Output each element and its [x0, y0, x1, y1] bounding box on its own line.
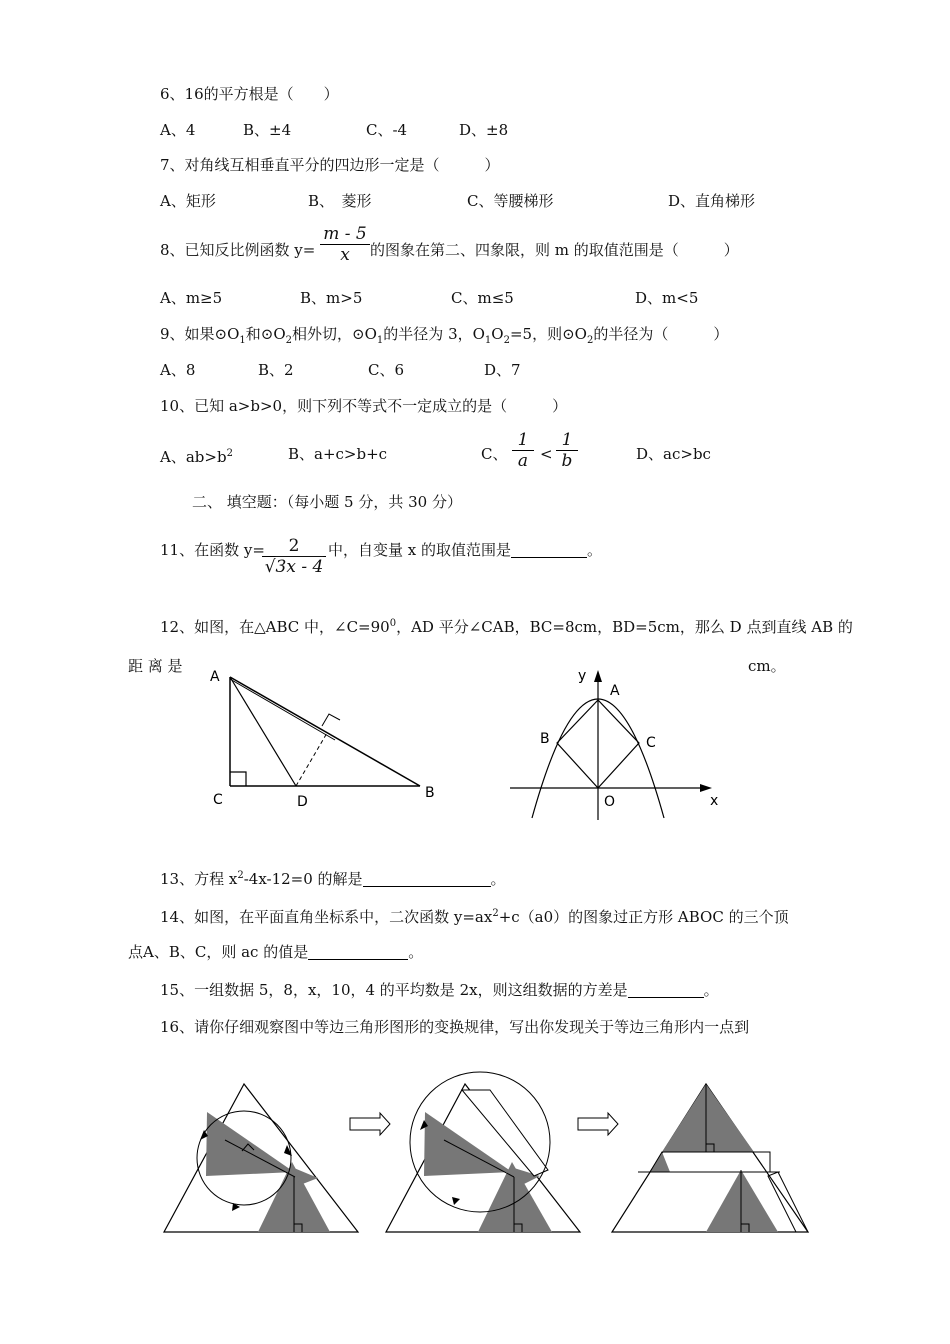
section2-title: 二、 填空题：（每小题 5 分，共 30 分） — [192, 493, 462, 511]
q6-option-b: B、±4 — [243, 121, 292, 139]
q10-fraction-1b: $\frac{1}{b}$ — [556, 430, 578, 471]
q8-prefix: 8、已知反比例函数 y= — [160, 241, 316, 259]
fig14-label-b: B — [540, 731, 550, 747]
fig14-label-x: x — [710, 793, 719, 809]
q10-stem: 10、已知 a>b>0，则下列不等式不一定成立的是（ ） — [160, 397, 568, 415]
q8-option-a: A、m≥5 — [160, 289, 223, 307]
q6-stem: 6、16的平方根是（ ） — [160, 85, 339, 103]
fig12-label-b: B — [425, 785, 435, 801]
fig12-label-a: A — [210, 669, 220, 685]
q13-text: 13、方程 $x^2-4x-12=0$ 的解是 。 — [160, 870, 506, 888]
q7-stem: 7、对角线互相垂直平分的四边形一定是（ ） — [160, 156, 500, 174]
fig14-label-c: C — [646, 735, 656, 751]
q11-sqrt-denominator: √3x - 4 — [262, 556, 326, 577]
q10-fraction-1a: $\frac{1}{a}$ — [512, 430, 534, 471]
fig14-label-o: O — [604, 794, 616, 810]
q10-option-d: D、ac>bc — [636, 445, 711, 463]
q7-option-a: A、矩形 — [160, 192, 216, 210]
q9-option-b: B、2 — [258, 361, 294, 379]
q12-line2: 距 离 是 — [128, 657, 183, 675]
q9-stem: 9、如果$⊙O_1$和$⊙O_2$相外切，$⊙O_1$的半径为 3，$O_1O_2=5$，则$⊙O_2$的半径为（ ） — [160, 325, 729, 346]
fig12-label-c: C — [213, 792, 223, 808]
q10-option-a: A、$ab>b^2$ — [160, 448, 233, 466]
q12-unit: cm。 — [748, 657, 786, 675]
q12-line1: 12、如图，在△ABC 中，$\angle C=90^0$，AD 平分∠CAB，BC=8cm，BD=5cm，那么 D 点到直线 AB 的 — [160, 618, 853, 636]
q11-fraction: $\frac{2}{√3x - 4}$ — [262, 536, 326, 577]
q9-option-c: C、6 — [368, 361, 405, 379]
fig12-label-d: D — [297, 794, 308, 810]
q7-option-c: C、等腰梯形 — [467, 192, 554, 210]
q11-prefix: 11、在函数 y= — [160, 541, 265, 559]
q9-option-d: D、7 — [484, 361, 521, 379]
q10-option-b: B、a+c>b+c — [288, 445, 388, 463]
q14-line2: 点A、B、C，则 ac 的值是 。 — [128, 943, 424, 961]
q16-text: 16、请你仔细观察图中等边三角形图形的变换规律，写出你发现关于等边三角形内一点到 — [160, 1018, 750, 1036]
q8-option-c: C、m≤5 — [451, 289, 514, 307]
q14-line1: 14、如图，在平面直角坐标系中，二次函数 $y=ax^2+c(a0)$的图象过正方形 ABOC 的三个顶 — [160, 908, 789, 926]
q7-option-b: B、 菱形 — [308, 192, 372, 210]
q9-option-a: A、8 — [160, 361, 196, 379]
fig14-label-y: y — [578, 668, 587, 684]
q8-option-b: B、m>5 — [300, 289, 363, 307]
q15-text: 15、一组数据 5，8，x，10，4 的平均数是 2x，则这组数据的方差是 。 — [160, 981, 719, 999]
q8-denominator: x — [320, 244, 370, 265]
q8-suffix: 的图象在第二、四象限，则 m 的取值范围是（ ） — [370, 241, 739, 259]
q10-less-than: < — [540, 445, 553, 463]
q10-option-c-label: C、 — [481, 445, 508, 463]
q6-option-a: A、4 — [160, 121, 196, 139]
q6-option-c: C、-4 — [366, 121, 408, 139]
q11-suffix: 中，自变量 x 的取值范围是 。 — [328, 541, 603, 559]
q7-option-d: D、直角梯形 — [668, 192, 756, 210]
q8-option-d: D、m<5 — [635, 289, 699, 307]
q6-option-d: D、±8 — [459, 121, 509, 139]
fig14-label-a: A — [610, 683, 620, 699]
q8-numerator: m - 5 — [323, 224, 367, 244]
